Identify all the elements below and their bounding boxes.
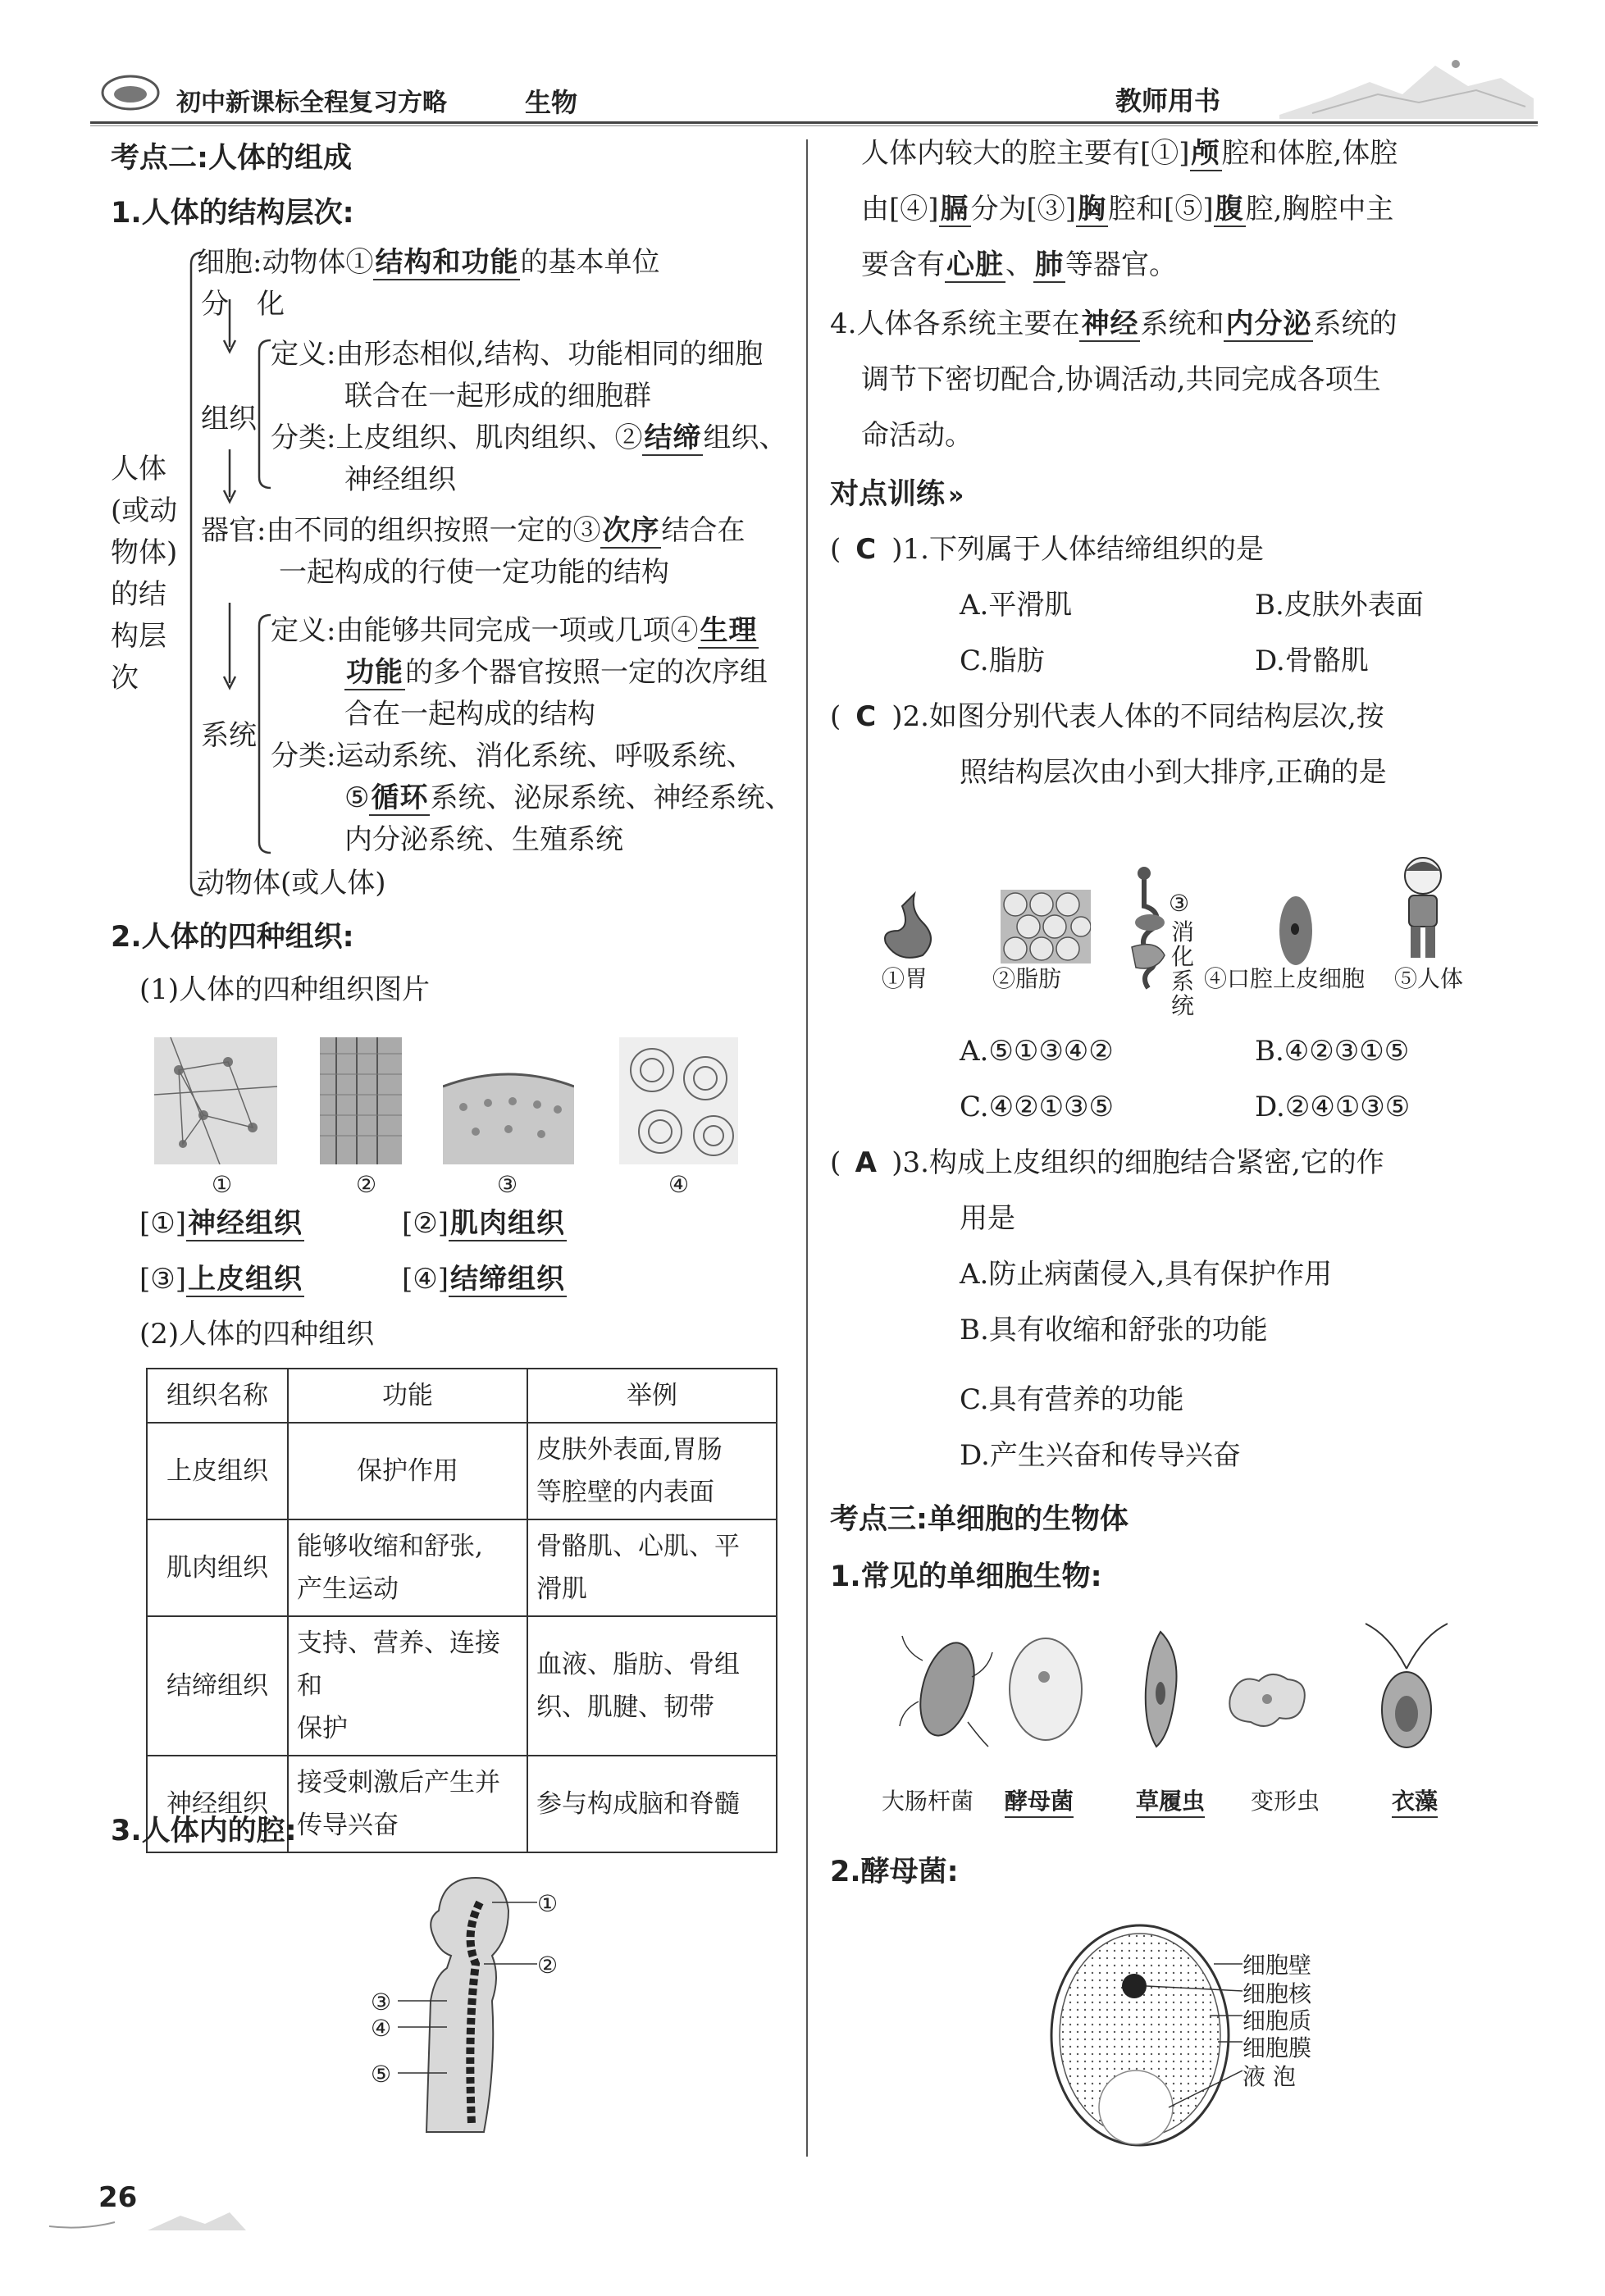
q4-line-2: 调节下密切配合,协调活动,共同完成各项生 [861,363,1381,396]
quiz-2-option-b: B.④②③①⑤ [1255,1035,1410,1068]
yeast-title: 2.酵母菌: [830,1856,959,1888]
person-image [1394,853,1452,968]
arrow-down-icon [221,603,238,693]
tissue-answer-4: [④]结缔组织 [402,1263,566,1296]
organism-label-answer: 衣藻 [1392,1784,1438,1818]
section3-title: 考点三:单细胞的生物体 [830,1503,1129,1536]
quiz-3-answer: A [855,1146,878,1179]
q4-line-3: 命活动。 [861,419,973,452]
quiz-3-option-d: D.产生兴奋和传导兴奋 [960,1439,1241,1472]
quiz-2-stem: ( C )2.如图分别代表人体的不同结构层次,按 [830,695,1384,739]
edition-label: 教师用书 [1115,85,1221,116]
cavity-text-3: 要含有心脏、肺等器官。 [861,248,1177,281]
paramecium-image [1136,1628,1185,1751]
table-cell: 接受刺激后产生并 传导兴奋 [288,1756,527,1852]
epithelial-tissue-image [443,1037,574,1164]
subject-title: 生物 [525,87,578,118]
system-classification-3: 内分泌系统、生殖系统 [344,823,623,856]
quiz-2-stem-2: 照结构层次由小到大排序,正确的是 [960,756,1387,789]
stomach-image [878,890,943,963]
root-line-1: 人体 [111,453,166,485]
table-cell: 骨骼肌、心肌、平 滑肌 [527,1519,777,1616]
quiz-2-answer: C [855,700,878,733]
table-cell: 结缔组织 [147,1616,288,1756]
quiz-1-answer: C [855,533,878,566]
amoeba-image [1222,1665,1312,1734]
quiz-1-option-d: D.骨骼肌 [1255,645,1369,677]
table-cell: 肌肉组织 [147,1519,288,1616]
differentiation-label: 分 化 [201,288,285,321]
tissue-answer-1: [①]神经组织 [139,1207,303,1240]
table-header: 功能 [288,1369,527,1423]
cell-row: 细胞:动物体①结构和功能的基本单位 [197,246,660,279]
muscle-tissue-image [320,1037,402,1164]
table-cell: 神经组织 [147,1756,288,1852]
tissue-classification-1: 分类:上皮组织、肌肉组织、②结缔组织、 [271,421,787,454]
tissue-image-number: ③ [497,1171,518,1198]
system-definition-3: 合在一起构成的结构 [344,698,595,731]
figure-label-system-number: ③ [1169,890,1190,917]
root-line-5: 构层 [111,620,166,653]
animal-body-row: 动物体(或人体) [197,867,386,900]
yeast-image [1005,1632,1087,1747]
organ-row: 器官:由不同的组织按照一定的③次序结合在 [201,514,746,547]
tissue-image-number: ① [212,1171,233,1198]
tissue-image-number: ② [356,1171,377,1198]
quiz-2-option-c: C.④②①③⑤ [960,1091,1115,1123]
double-chevron-icon: » [948,481,964,510]
table-cell: 上皮组织 [147,1423,288,1519]
figure-label-system-char: 统 [1171,992,1195,1019]
system-label: 系统 [201,719,257,752]
table-row [147,1616,777,1756]
tissue-classification-2: 神经组织 [344,463,456,496]
quiz-3-stem: ( A )3.构成上皮组织的细胞结合紧密,它的作 [830,1141,1384,1185]
footer-decoration-icon [49,2198,246,2239]
fat-tissue-image [1001,890,1091,963]
page-number: 26 [98,2181,138,2214]
table-cell: 支持、营养、连接和 保护 [288,1616,527,1756]
yeast-label-vacuole: 液 泡 [1243,2063,1296,2090]
unicellular-title: 1.常见的单细胞生物: [830,1560,1102,1593]
section2-title: 考点二:人体的组成 [111,142,352,175]
oral-epithelial-cell-image [1275,890,1316,972]
answer-skull: 颅 [1191,137,1220,170]
organism-label-answer: 草履虫 [1136,1784,1205,1818]
structure-levels-title: 1.人体的结构层次: [111,197,354,230]
table-cell: 参与构成脑和脊髓 [527,1756,777,1852]
tissue-image-number: ④ [668,1171,690,1198]
training-title: 对点训练 » [830,478,964,511]
cavity-text-2: 由[④]膈分为[③]胸腔和[⑤]腹腔,胸腔中主 [861,193,1394,226]
chlamydomonas-image [1357,1620,1456,1759]
quiz-1-option-a: A.平滑肌 [960,589,1073,622]
four-tissues-title: 2.人体的四种组织: [111,921,354,954]
figure-label-stomach: ①胃 [882,965,928,992]
quiz-3-option-a: A.防止病菌侵入,具有保护作用 [960,1258,1333,1291]
answer-3: 次序 [602,514,660,547]
table-row [147,1423,777,1519]
digestive-system-image [1124,865,1173,996]
tissue-answer-2: [②]肌肉组织 [402,1207,566,1240]
system-definition-2: 功能的多个器官按照一定的次序组 [346,656,768,689]
cavity-label: ④ [371,2015,392,2042]
answer-2: 结缔 [644,421,702,454]
quiz-1-option-c: C.脂肪 [960,645,1045,677]
arrow-down-icon [221,299,238,357]
tissue-definition-2: 联合在一起形成的细胞群 [344,380,651,412]
answer-4a: 生理 [700,614,758,647]
root-line-3: 物体) [111,536,178,569]
quiz-3-option-c: C.具有营养的功能 [960,1383,1184,1416]
nerve-tissue-image [154,1037,277,1164]
root-line-4: 的结 [111,578,166,611]
cavity-label: ② [537,1952,559,1979]
root-line-2: (或动 [111,494,178,527]
system-classification-1: 分类:运动系统、消化系统、呼吸系统、 [271,740,755,772]
figure-label-system-char: 消 [1171,918,1195,945]
organism-label: 大肠杆菌 [882,1788,974,1815]
q4-line-1: 4.人体各系统主要在神经系统和内分泌系统的 [830,308,1398,340]
mountain-decoration-icon [1279,49,1534,123]
cavity-label: ③ [371,1988,392,2016]
yeast-label-nucleus: 细胞核 [1243,1980,1312,2007]
quiz-2-option-a: A.⑤①③④② [960,1035,1114,1068]
cavity-text-1: 人体内较大的腔主要有[①]颅腔和体腔,体腔 [861,137,1398,170]
figure-label-person: ⑤人体 [1394,965,1464,992]
quiz-2-option-d: D.②④①③⑤ [1255,1091,1411,1123]
system-classification-2: ⑤循环系统、泌尿系统、神经系统、 [344,781,793,814]
tissue-answer-3: [③]上皮组织 [139,1263,303,1296]
book-title: 初中新课标全程复习方略 [176,89,447,117]
table-cell: 能够收缩和舒张, 产生运动 [288,1519,527,1616]
table-row [147,1519,777,1616]
table-cell: 保护作用 [288,1423,527,1519]
e-coli-image [898,1628,996,1751]
table-cell: 皮肤外表面,胃肠 等腔壁的内表面 [527,1423,777,1519]
figure-label-system-char: 系 [1171,968,1195,995]
column-divider [806,139,808,2157]
figure-label-system-char: 化 [1171,943,1195,970]
yeast-label-cell-wall: 细胞壁 [1243,1952,1312,1979]
main-brace-icon [185,246,209,902]
tissue-label: 组织 [201,403,257,435]
answer-1: 结构和功能 [375,246,519,279]
figure-label-fat: ②脂肪 [992,965,1062,992]
tissue-table-subtitle: (2)人体的四种组织 [139,1318,375,1351]
answer-4b: 功能 [346,656,404,689]
table-cell: 血液、脂肪、骨组 织、肌腱、韧带 [527,1616,777,1756]
organ-row-2: 一起构成的行使一定功能的结构 [279,556,669,589]
tissue-pictures-subtitle: (1)人体的四种组织图片 [139,973,431,1006]
root-line-6: 次 [111,662,139,695]
cavity-label: ⑤ [371,2061,392,2088]
quiz-3-option-b: B.具有收缩和舒张的功能 [960,1314,1268,1346]
tissue-definition-1: 定义:由形态相似,结构、功能相同的细胞 [271,338,764,371]
yeast-label-membrane: 细胞膜 [1243,2034,1312,2061]
quiz-3-stem-2: 用是 [960,1202,1015,1235]
table-header-row [147,1369,777,1423]
tissue-table [146,1368,777,1853]
quiz-1-stem: ( C )1.下列属于人体结缔组织的是 [830,527,1264,572]
quiz-1-option-b: B.皮肤外表面 [1255,589,1424,622]
figure-label-cell: ④口腔上皮细胞 [1204,965,1366,992]
body-cavity-title: 3.人体内的腔: [111,1815,297,1847]
system-definition-1: 定义:由能够共同完成一项或几项④生理 [271,614,758,647]
arrow-down-icon [221,449,238,507]
organism-label: 变形虫 [1251,1788,1320,1815]
answer-5: 循环 [371,781,429,814]
publisher-logo-icon [98,70,162,116]
organism-label-answer: 酵母菌 [1005,1784,1074,1818]
table-header: 举例 [527,1369,777,1423]
yeast-cell-image [1046,1919,1243,2152]
connective-tissue-image [619,1037,738,1164]
yeast-label-cytoplasm: 细胞质 [1243,2007,1312,2034]
cavity-label: ① [537,1890,559,1917]
table-header: 组织名称 [147,1369,288,1423]
